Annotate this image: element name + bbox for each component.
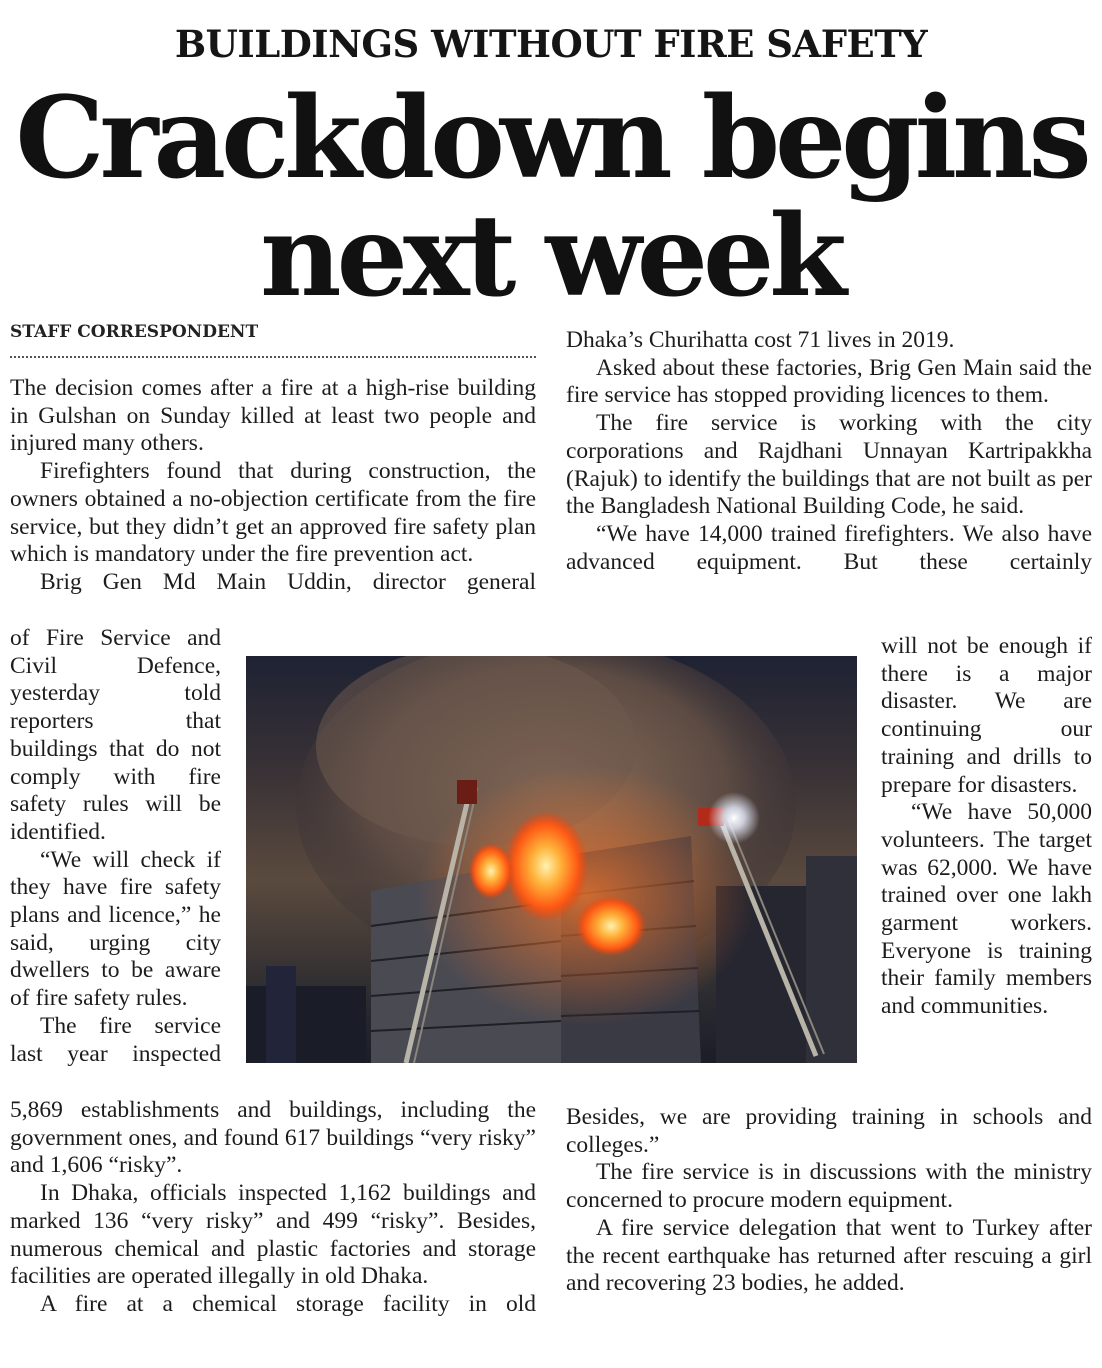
kicker-title: BUILDINGS WITHOUT FIRE SAFETY	[174, 22, 928, 66]
headline	[0, 73, 1102, 322]
paragraph-10-start: “We have 14,000 trained firefighters. We also have advanced equipment. But these certainly	[566, 520, 1092, 575]
paragraph-13: A fire service delegation that went to Turkey after the recent earthquake has returned after rescuing a girl and recovering 23 bodies, he added.	[566, 1214, 1092, 1297]
byline: STAFF CORRESPONDENT	[10, 322, 259, 342]
right-column-wrap	[881, 633, 1092, 1021]
paragraph-8: Asked about these factories, Brig Gen Main said the fire service has stopped providing licences to them.	[566, 354, 1092, 409]
right-column-top	[566, 327, 1092, 576]
paragraph-7-start: A fire at a chemical storage facility in old	[40, 1290, 536, 1317]
left-column-top	[10, 375, 536, 597]
paragraph-10-narrow: will not be enough if there is a major disaster. We are continuing our training and drills to prepare for disasters.	[881, 633, 1092, 798]
ladder-left-basket	[457, 780, 477, 804]
fire-scene-illustration	[246, 656, 857, 1063]
paragraph-3-start: Brig Gen Md Main Uddin, director general	[40, 568, 536, 595]
paragraph-4: “We will check if they have fire safety plans and licence,” he said, urging city dwellers to be aware of fire safety rules.	[10, 846, 221, 1012]
neighbour-tower	[806, 856, 857, 1063]
left-column-wrap	[10, 625, 221, 1068]
background-skyline	[246, 986, 366, 1063]
paragraph-5-rest: 5,869 establishments and buildings, including the government ones, and found 617 buildings “very risky” and 1,606 “risky”.	[10, 1097, 536, 1179]
flame-lower	[576, 896, 646, 956]
headline-line-2: next week	[260, 191, 842, 322]
paragraph-11-narrow: “We have 50,000 volunteers. The target was 62,000. We have trained over one lakh garment workers. Everyone is training their family members and communities.	[881, 799, 1092, 1020]
paragraph-12: The fire service is in discussions with the ministry concerned to procure modern equipment.	[566, 1159, 1092, 1214]
building-fire-photo	[246, 656, 857, 1063]
paragraph-11-rest: Besides, we are providing training in schools and colleges.”	[566, 1104, 1092, 1158]
right-column-bottom	[566, 1104, 1092, 1298]
paragraph-5-narrow: The fire service last year inspected	[10, 1012, 221, 1067]
paragraph-6: In Dhaka, officials inspected 1,162 buildings and marked 136 “very risky” and 499 “risky”. Besides, numerous chemical and plastic factories and storage facilities are operated illegally in old Dhaka.	[10, 1180, 536, 1290]
byline-divider	[10, 356, 536, 358]
headline-line-1: Crackdown begins	[15, 73, 1087, 204]
paragraph-9: The fire service is working with the city corporations and Rajdhani Unnayan Kartripakkha (Rajuk) to identify the buildings that are not built as per the Bangladesh National Building Code, he said.	[566, 410, 1092, 520]
paragraph-1: The decision comes after a fire at a high-rise building in Gulshan on Sunday killed at least two people and injured many others.	[10, 375, 536, 457]
paragraph-2: Firefighters found that during construction, the owners obtained a no-objection certificate from the fire service, but they didn’t get an approved fire safety plan which is mandatory under the fire prevention act.	[10, 458, 536, 568]
paragraph-7-end: Dhaka’s Churihatta cost 71 lives in 2019.	[566, 327, 955, 353]
floodlight	[708, 792, 760, 844]
flame-upper	[504, 811, 588, 921]
paragraph-3-narrow: of Fire Service and Civil Defence, yesterday told reporters that buildings that do not comply with fire safety rules will be identified.	[10, 625, 221, 845]
left-column-bottom	[10, 1097, 536, 1319]
flame-left	[469, 843, 513, 899]
background-tower	[266, 966, 296, 1063]
